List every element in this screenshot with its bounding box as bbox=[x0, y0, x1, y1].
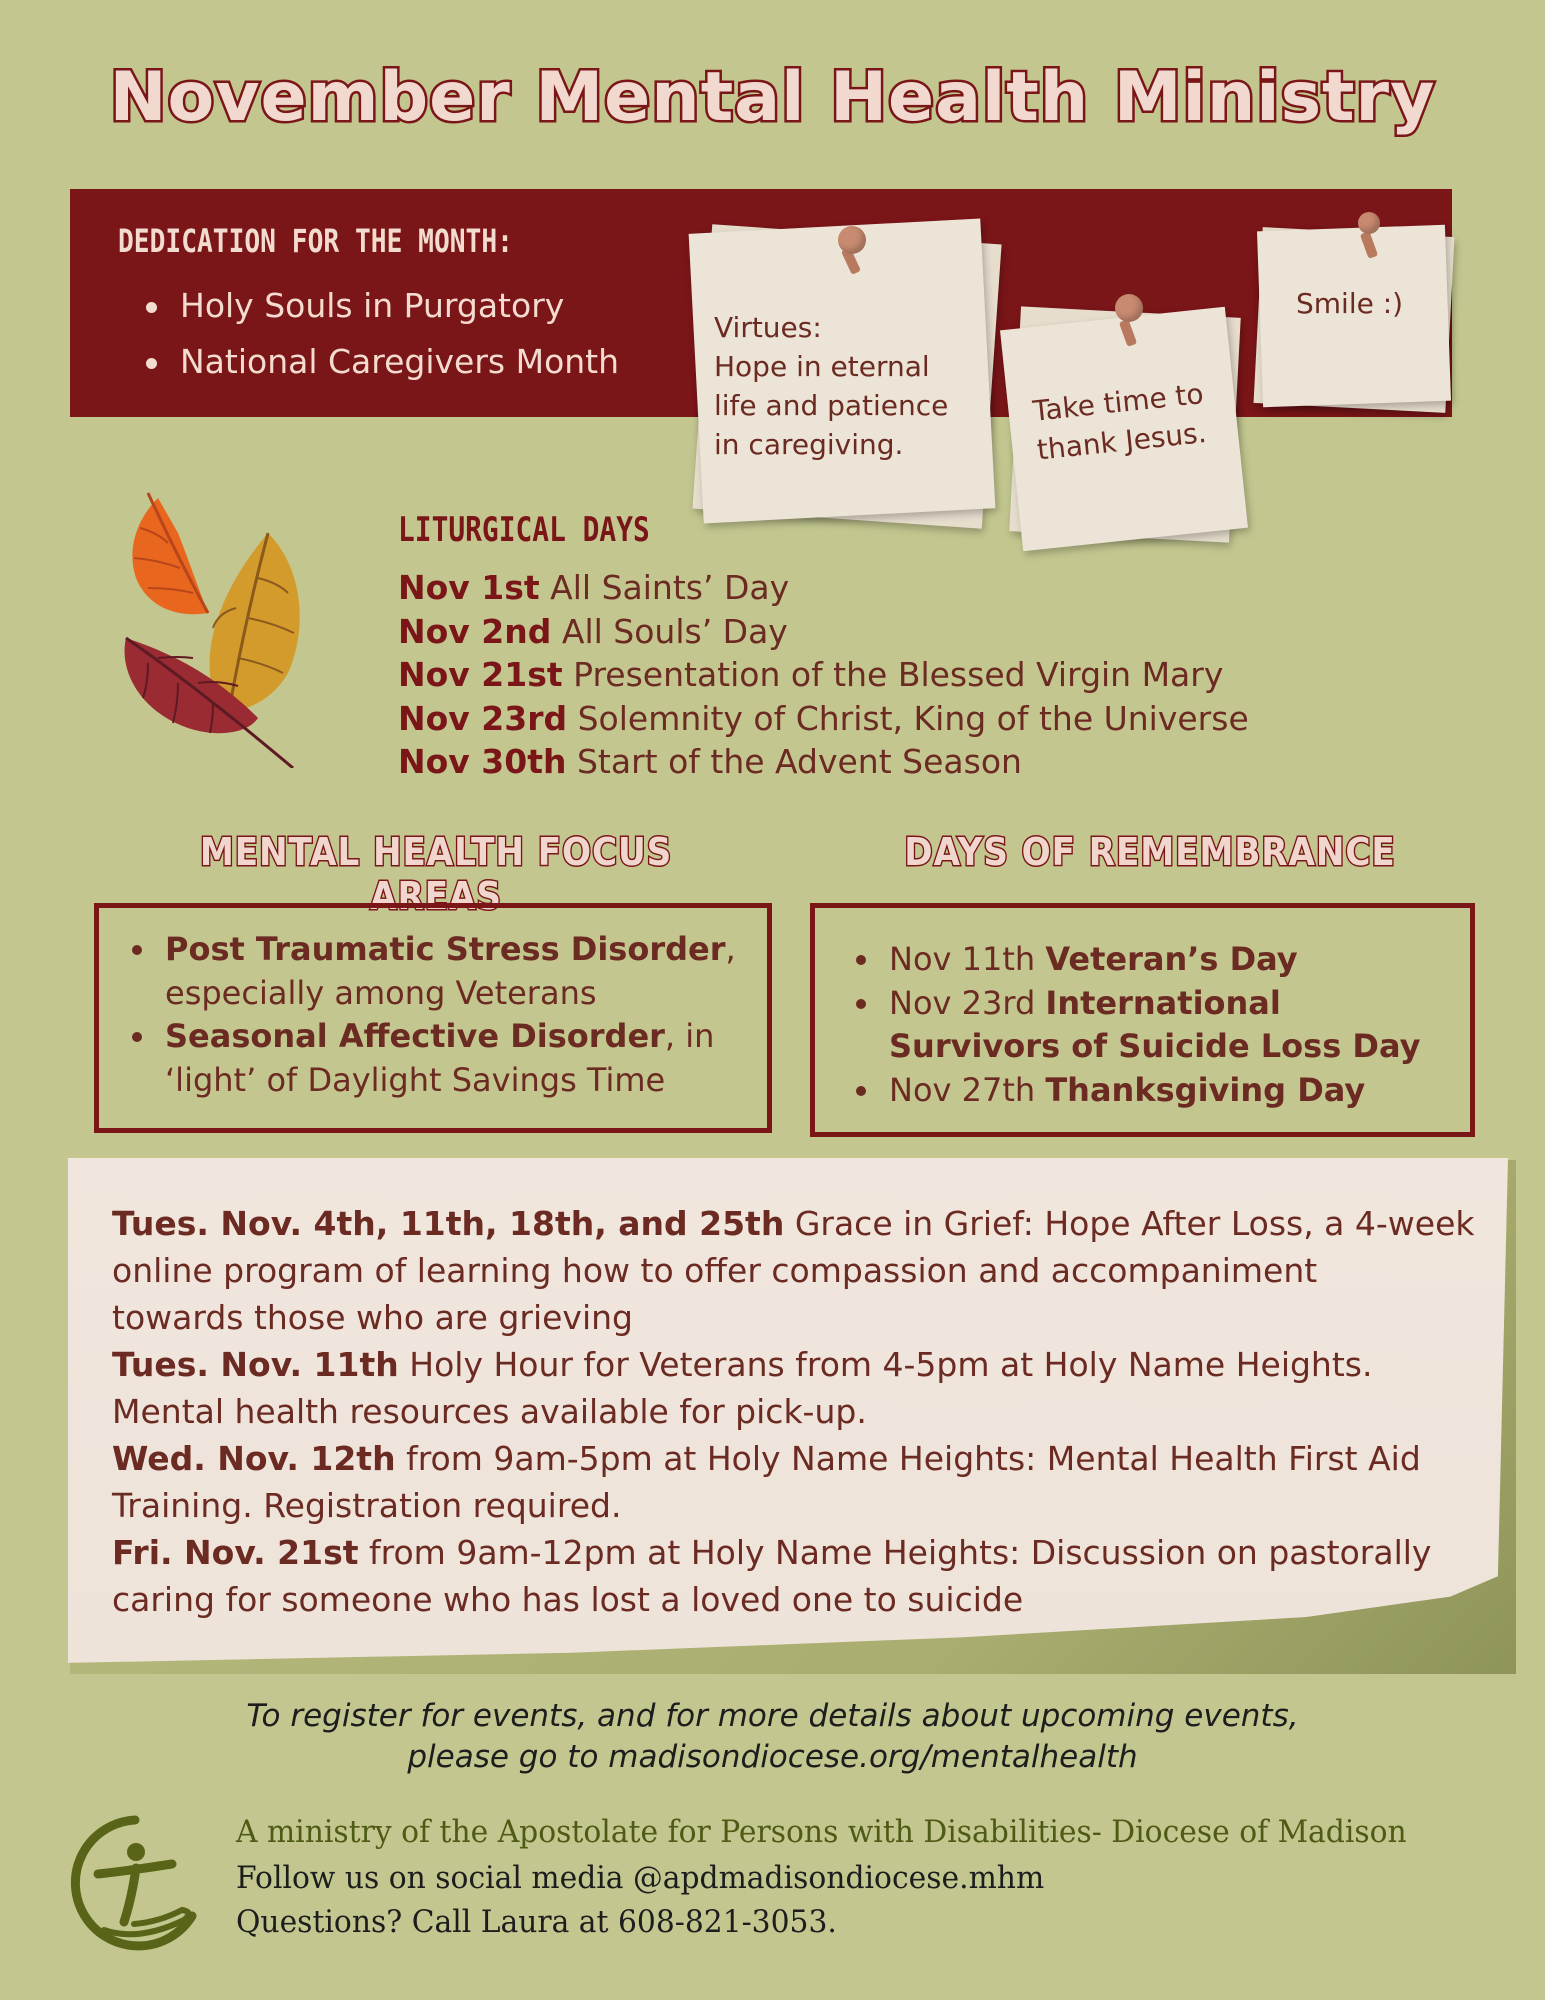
remembrance-date: Nov 23rd bbox=[889, 983, 1036, 1022]
list-item bbox=[889, 982, 1420, 1069]
dedication-heading: DEDICATION FOR THE MONTH: bbox=[118, 222, 513, 260]
event-item bbox=[112, 1341, 1492, 1435]
event-date: Fri. Nov. 21st bbox=[112, 1533, 359, 1572]
note-line: thank Jesus. bbox=[1035, 415, 1208, 467]
list-item: National Caregivers Month bbox=[140, 334, 619, 390]
event-text: from 9am-12pm at Holy Name Heights: Discussion on pastorally bbox=[369, 1533, 1432, 1572]
liturgical-name: Start of the Advent Season bbox=[576, 742, 1022, 781]
liturgical-date: Nov 30th bbox=[398, 742, 567, 781]
liturgical-list bbox=[398, 566, 1249, 784]
autumn-leaves-icon bbox=[118, 488, 318, 768]
focus-box bbox=[94, 903, 772, 1133]
liturgical-name: All Saints’ Day bbox=[550, 568, 790, 607]
sticky-note-smile bbox=[1252, 210, 1462, 420]
footer-social: Follow us on social media @apdmadisondiocese.mhm bbox=[236, 1860, 1045, 1896]
register-note bbox=[0, 1696, 1545, 1778]
focus-bold: Seasonal Affective Disorder bbox=[165, 1017, 665, 1055]
remembrance-name: Thanksgiving Day bbox=[1045, 1070, 1366, 1109]
list-item bbox=[398, 740, 1249, 784]
remembrance-name: International bbox=[1045, 983, 1281, 1022]
event-text: Mental health resources available for pick-up. bbox=[112, 1392, 867, 1431]
list-item bbox=[398, 697, 1249, 741]
event-item bbox=[112, 1200, 1492, 1341]
footer-questions: Questions? Call Laura at 608-821-3053. bbox=[236, 1904, 837, 1940]
liturgical-heading: LITURGICAL DAYS bbox=[398, 510, 650, 550]
event-text: caring for someone who has lost a loved one to suicide bbox=[112, 1580, 1024, 1619]
event-text: online program of learning how to offer compassion and accompaniment bbox=[112, 1251, 1318, 1290]
event-text: Holy Hour for Veterans from 4-5pm at Holy Name Heights. bbox=[409, 1345, 1373, 1384]
list-item bbox=[165, 1015, 736, 1102]
event-date: Wed. Nov. 12th bbox=[112, 1439, 396, 1478]
remembrance-date: Nov 27th bbox=[889, 1070, 1036, 1109]
event-date: Tues. Nov. 11th bbox=[112, 1345, 399, 1384]
register-line: please go to madisondiocese.org/mentalhealth bbox=[407, 1739, 1138, 1775]
remembrance-date: Nov 11th bbox=[889, 940, 1036, 978]
note-line: Hope in eternal bbox=[714, 350, 930, 383]
events-list bbox=[112, 1200, 1492, 1623]
liturgical-date: Nov 2nd bbox=[398, 611, 552, 651]
list-item bbox=[398, 653, 1249, 697]
list-item bbox=[398, 566, 1249, 610]
apostolate-logo-icon bbox=[64, 1812, 206, 1954]
liturgical-name: All Souls’ Day bbox=[561, 611, 788, 651]
event-item bbox=[112, 1435, 1492, 1529]
note-line: Virtues: bbox=[714, 311, 822, 344]
remembrance-box bbox=[810, 903, 1475, 1137]
event-text: Grace in Grief: Hope After Loss, a 4-week bbox=[794, 1204, 1475, 1243]
event-date: Tues. Nov. 4th, 11th, 18th, and 25th bbox=[112, 1204, 785, 1243]
note-line: life and patience bbox=[714, 389, 949, 422]
liturgical-name: Presentation of the Blessed Virgin Mary bbox=[573, 655, 1224, 694]
event-text: Training. Registration required. bbox=[112, 1486, 622, 1525]
list-item bbox=[889, 1069, 1420, 1113]
liturgical-name: Solemnity of Christ, King of the Universe bbox=[577, 698, 1249, 738]
list-item: Holy Souls in Purgatory bbox=[140, 278, 619, 334]
dedication-list bbox=[140, 278, 619, 390]
event-text: from 9am-5pm at Holy Name Heights: Mental Health First Aid bbox=[406, 1439, 1421, 1478]
note-line: Take time to bbox=[1031, 377, 1206, 428]
event-item bbox=[112, 1529, 1492, 1623]
remembrance-name: Veteran’s Day bbox=[1045, 940, 1298, 978]
page-title: November Mental Health Ministry bbox=[109, 58, 1436, 137]
liturgical-date: Nov 21st bbox=[398, 655, 563, 694]
note-line: in caregiving. bbox=[714, 428, 904, 461]
focus-bold: Post Traumatic Stress Disorder bbox=[165, 930, 726, 968]
list-item bbox=[165, 928, 736, 1015]
event-text: towards those who are grieving bbox=[112, 1298, 633, 1337]
list-item bbox=[398, 610, 1249, 654]
focus-heading: MENTAL HEALTH FOCUS AREAS bbox=[199, 830, 673, 918]
remembrance-heading: DAYS OF REMEMBRANCE bbox=[904, 830, 1396, 874]
liturgical-date: Nov 23rd bbox=[398, 698, 568, 738]
remembrance-name: Survivors of Suicide Loss Day bbox=[889, 1027, 1421, 1065]
register-line: To register for events, and for more details about upcoming events, bbox=[246, 1698, 1299, 1734]
focus-text: , in bbox=[664, 1017, 715, 1055]
sticky-note-thank bbox=[1005, 292, 1255, 552]
focus-text: especially among Veterans bbox=[165, 973, 597, 1012]
footer-ministry: A ministry of the Apostolate for Persons with Disabilities- Diocese of Madison bbox=[236, 1814, 1407, 1850]
sticky-note-virtues bbox=[688, 220, 1008, 530]
note-line: Smile :) bbox=[1296, 287, 1404, 320]
list-item bbox=[889, 938, 1420, 982]
focus-text: , bbox=[725, 930, 736, 968]
focus-text: ‘light’ of Daylight Savings Time bbox=[165, 1060, 666, 1099]
liturgical-date: Nov 1st bbox=[398, 568, 540, 607]
